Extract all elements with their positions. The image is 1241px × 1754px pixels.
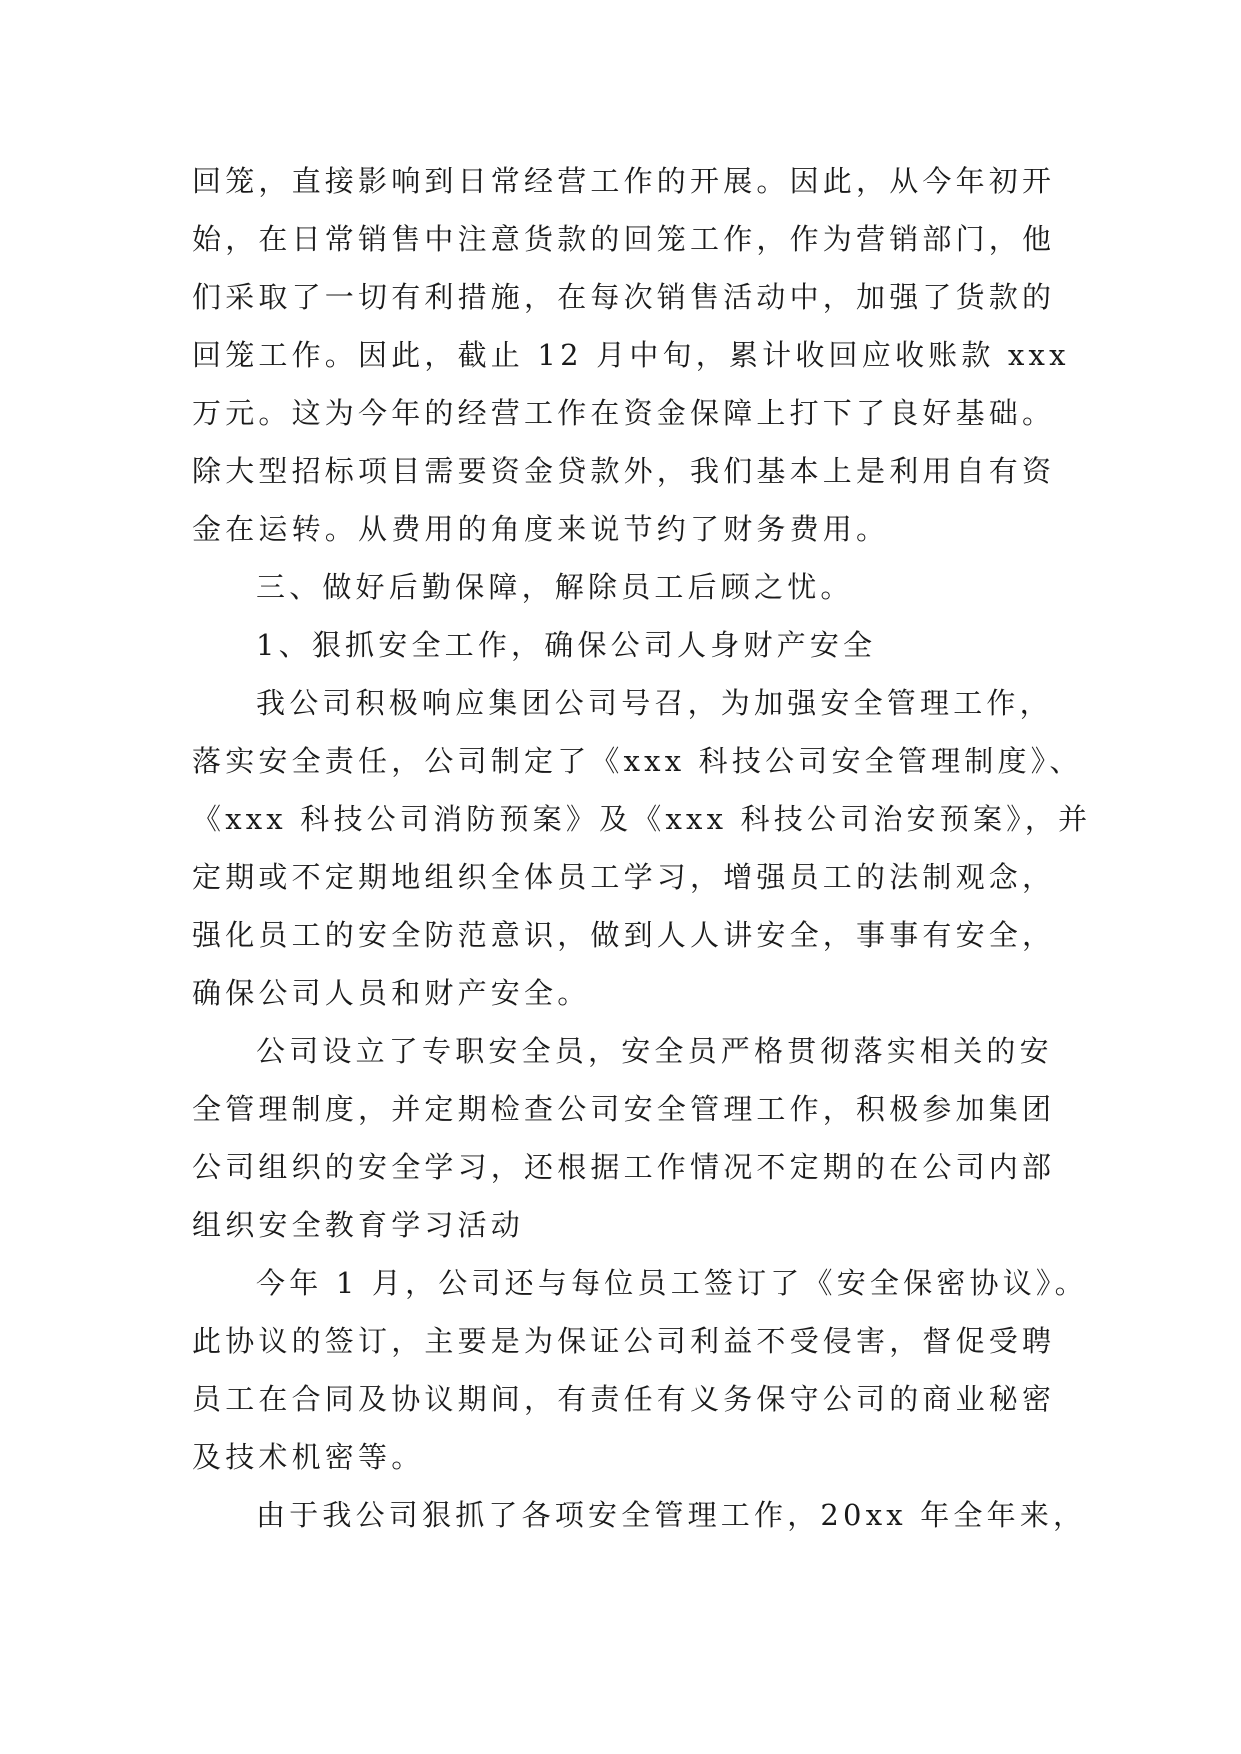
document-body: [192, 152, 1092, 1544]
text-line: 组织安全教育学习活动: [192, 1208, 525, 1242]
text-line: 公司组织的安全学习，还根据工作情况不定期的在公司内部: [192, 1150, 1056, 1184]
text-line: 《xxx 科技公司消防预案》及《xxx 科技公司治安预案》，并: [192, 802, 1092, 836]
text-line: 万元。这为今年的经营工作在资金保障上打下了良好基础。: [192, 396, 1056, 430]
text-line: 除大型招标项目需要资金贷款外，我们基本上是利用自有资: [192, 454, 1056, 488]
text-line: 金在运转。从费用的角度来说节约了财务费用。: [192, 512, 890, 546]
text-line: 由于我公司狠抓了各项安全管理工作，20xx 年全年来，: [256, 1498, 1087, 1532]
text-line: 们采取了一切有利措施，在每次销售活动中，加强了货款的: [192, 280, 1056, 314]
text-line: 员工在合同及协议期间，有责任有义务保守公司的商业秘密: [192, 1382, 1056, 1416]
text-line: 确保公司人员和财产安全。: [192, 976, 591, 1010]
text-line: 回笼工作。因此，截止 12 月中旬，累计收回应收账款 xxx: [192, 338, 1070, 372]
text-line: 此协议的签订，主要是为保证公司利益不受侵害，督促受聘: [192, 1324, 1056, 1358]
text-line: 落实安全责任，公司制定了《xxx 科技公司安全管理制度》、: [192, 744, 1083, 778]
text-line: 全管理制度，并定期检查公司安全管理工作，积极参加集团: [192, 1092, 1056, 1126]
text-line: 1、狠抓安全工作，确保公司人身财产安全: [256, 628, 877, 662]
text-line: 我公司积极响应集团公司号召，为加强安全管理工作，: [256, 686, 1053, 720]
text-line: 公司设立了专职安全员，安全员严格贯彻落实相关的安: [256, 1034, 1053, 1068]
text-line: 今年 1 月，公司还与每位员工签订了《安全保密协议》。: [256, 1266, 1088, 1300]
text-line: 三、做好后勤保障，解除员工后顾之忧。: [256, 570, 854, 604]
text-line: 始，在日常销售中注意货款的回笼工作，作为营销部门，他: [192, 222, 1056, 256]
text-line: 回笼，直接影响到日常经营工作的开展。因此，从今年初开: [192, 164, 1056, 198]
text-line: 及技术机密等。: [192, 1440, 425, 1474]
text-line: 强化员工的安全防范意识，做到人人讲安全，事事有安全，: [192, 918, 1056, 952]
text-line: 定期或不定期地组织全体员工学习，增强员工的法制观念，: [192, 860, 1056, 894]
